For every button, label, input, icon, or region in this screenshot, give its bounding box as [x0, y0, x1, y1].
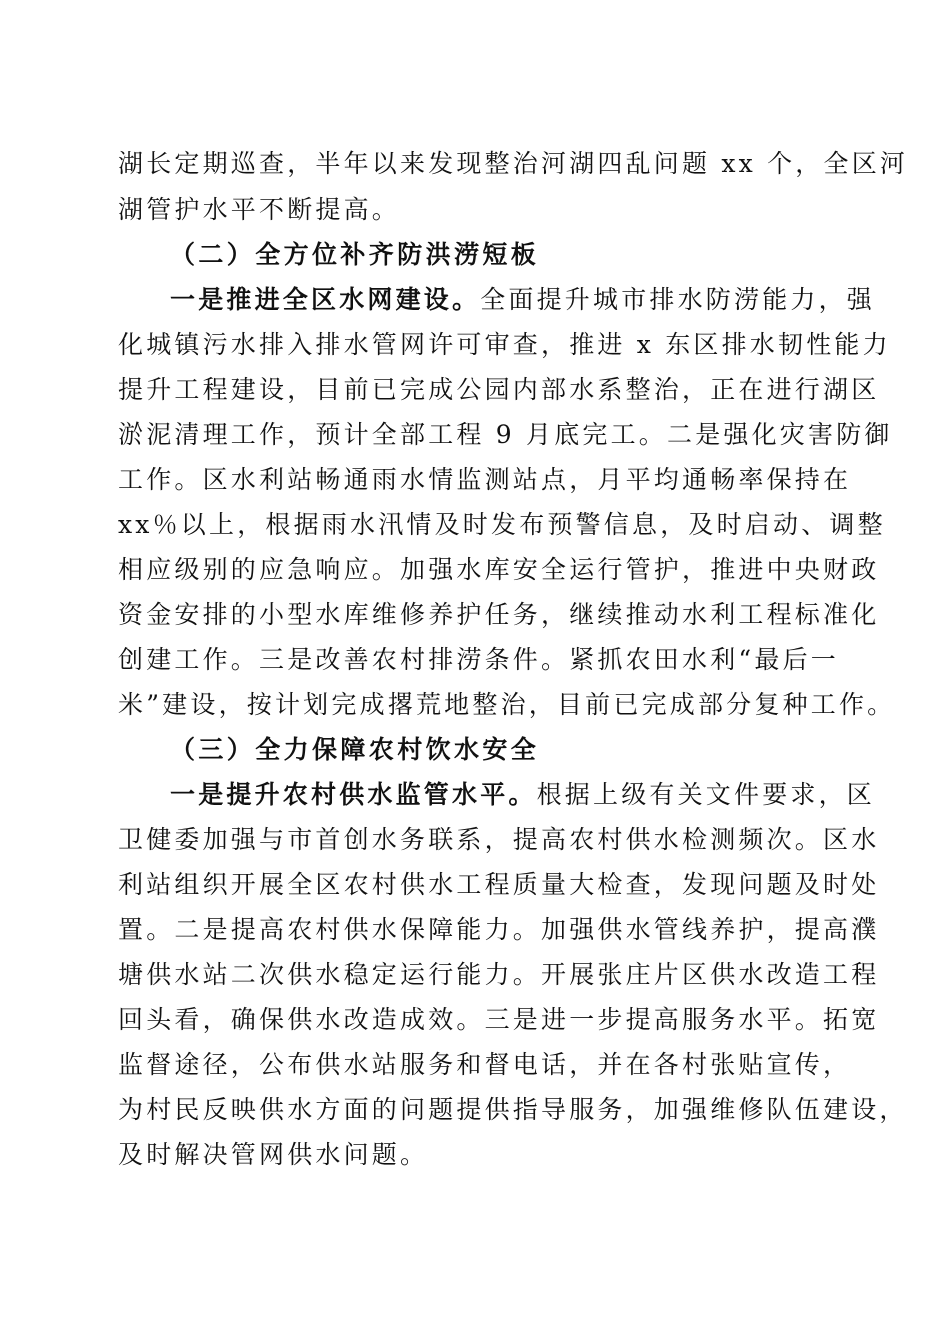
- paragraph-line: 卫健委加强与市首创水务联系，提高农村供水检测频次。区水: [118, 825, 880, 854]
- paragraph-line: 资金安排的小型水库维修养护任务，继续推动水利工程标准化: [118, 600, 880, 629]
- paragraph-line: 创建工作。三是改善农村排涝条件。紧抓农田水利“最后一: [118, 645, 839, 674]
- paragraph-line: 及时解决管网供水问题。: [118, 1140, 429, 1169]
- section-heading-3: （三）全力保障农村饮水安全: [170, 735, 540, 764]
- paragraph-text: 全面提升城市排水防涝能力，强: [480, 285, 876, 314]
- paragraph-line: 化城镇污水排入排水管网许可审查，推进 x 东区排水韧性能力: [118, 330, 891, 359]
- paragraph-line: [170, 283, 876, 317]
- paragraph-line: 塘供水站二次供水稳定运行能力。开展张庄片区供水改造工程: [118, 960, 880, 989]
- paragraph-line: 为村民反映供水方面的问题提供指导服务，加强维修队伍建设，: [118, 1095, 908, 1124]
- paragraph-line: 工作。区水利站畅通雨水情监测站点，月平均通畅率保持在: [118, 465, 852, 494]
- lead-sentence: 一是推进全区水网建设。: [170, 285, 481, 314]
- lead-sentence: 一是提升农村供水监管水平。: [170, 780, 537, 809]
- paragraph-text: 根据上级有关文件要求，区: [536, 780, 876, 809]
- paragraph-line: 置。二是提高农村供水保障能力。加强供水管线养护，提高濮: [118, 915, 880, 944]
- paragraph-line: 监督途径，公布供水站服务和督电话，并在各村张贴宣传，: [118, 1050, 852, 1079]
- paragraph-line: 米”建设，按计划完成撂荒地整治，目前已完成部分复种工作。: [118, 690, 896, 719]
- paragraph-line: 湖管护水平不断提高。: [118, 195, 401, 224]
- paragraph-line: 湖长定期巡查，半年以来发现整治河湖四乱问题 xx 个，全区河: [118, 149, 909, 178]
- paragraph-line: [170, 778, 876, 812]
- section-heading-2: （二）全方位补齐防洪涝短板: [170, 240, 540, 269]
- paragraph-line: 利站组织开展全区农村供水工程质量大检查，发现问题及时处: [118, 870, 880, 899]
- paragraph-line: 回头看，确保供水改造成效。三是进一步提高服务水平。拓宽: [118, 1005, 880, 1034]
- paragraph-line: xx％以上，根据雨水汛情及时发布预警信息，及时启动、调整: [118, 510, 886, 539]
- paragraph-line: 淤泥清理工作，预计全部工程 9 月底完工。二是强化灾害防御: [118, 420, 893, 449]
- paragraph-line: 相应级别的应急响应。加强水库安全运行管护，推进中央财政: [118, 555, 880, 584]
- paragraph-line: 提升工程建设，目前已完成公园内部水系整治，正在进行湖区: [118, 375, 880, 404]
